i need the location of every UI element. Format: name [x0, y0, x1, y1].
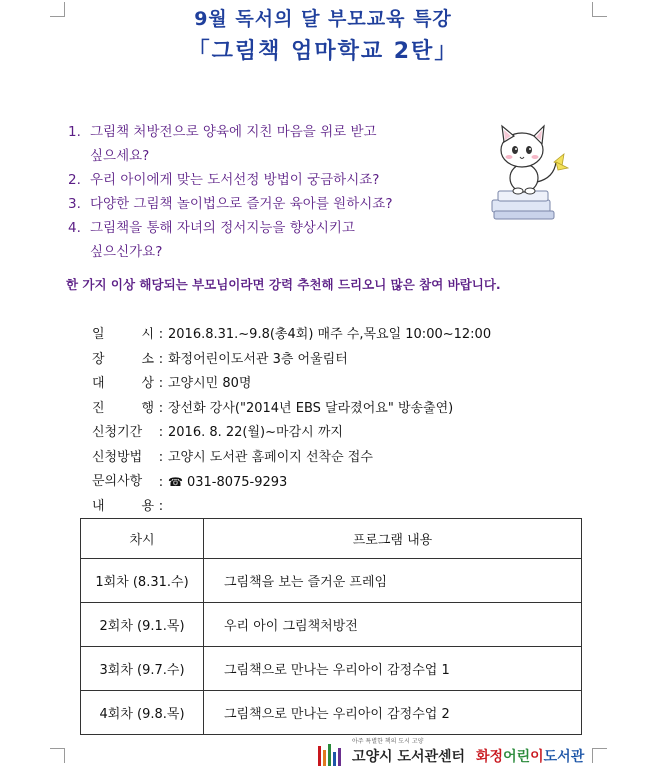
question-text: 그림책을 통해 자녀의 정서지능을 향상시키고	[90, 220, 355, 236]
children-library-name-part: 이	[530, 749, 544, 765]
question-number: 4.	[68, 220, 81, 236]
question-item	[68, 216, 488, 264]
event-title: 9월 독서의 달 부모교육 특강	[194, 8, 452, 30]
question-number: 3.	[68, 196, 81, 212]
children-library-name	[476, 746, 584, 766]
info-row-content: 내 용 :	[92, 495, 612, 520]
info-label: 진 행	[92, 400, 154, 416]
program-cell: 우리 아이 그림책처방전	[204, 603, 582, 647]
session-cell: 4회차 (9.8.목)	[81, 691, 204, 735]
question-item	[68, 120, 488, 168]
program-table	[80, 518, 582, 735]
info-row-target: 대 상 : 고양시민 80명	[92, 372, 612, 397]
info-value: 고양시 도서관 홈페이지 선착순 접수	[168, 449, 373, 465]
question-text-cont: 싶으세요?	[90, 148, 150, 164]
event-subtitle: 「그림책 엄마학교 2탄」	[187, 39, 459, 64]
library-logo-icon	[318, 744, 348, 766]
info-label: 내 용	[92, 498, 154, 514]
info-row-place: 장 소 : 화정어린이도서관 3층 어울림터	[92, 348, 612, 373]
question-number: 2.	[68, 172, 81, 188]
info-label: 일 시	[92, 327, 154, 342]
question-text: 우리 아이에게 맞는 도서선정 방법이 궁금하시죠?	[90, 172, 380, 188]
info-row-date: 일 시 : 2016.8.31.~9.8(총4회) 매주 수,목요일 10:00~12:00	[92, 323, 612, 348]
session-cell: 2회차 (9.1.목)	[81, 603, 204, 647]
info-row-host: 진 행 : 장선화 강사("2014년 EBS 달라졌어요" 방송출연)	[92, 397, 612, 422]
children-library-name-part: 어린	[503, 749, 531, 765]
column-header: 프로그램 내용	[204, 519, 582, 559]
info-label: 문의사항	[92, 474, 143, 489]
info-label: 신청방법	[92, 449, 143, 465]
question-text: 다양한 그림책 놀이법으로 즐거운 육아를 원하시죠?	[90, 196, 393, 212]
program-cell: 그림책으로 만나는 우리아이 감정수업 2	[204, 691, 582, 735]
event-info	[92, 323, 612, 519]
table-header-row	[81, 519, 582, 559]
question-item	[68, 192, 488, 216]
question-item	[68, 168, 488, 192]
question-text-cont: 싶으신가요?	[90, 244, 163, 260]
question-text: 그림책 처방전으로 양육에 지친 마음을 위로 받고	[90, 124, 377, 140]
phone-icon: ☎	[168, 475, 183, 489]
info-value: 고양시민 80명	[168, 376, 252, 391]
info-row-period: 신청기간 : 2016. 8. 22(월)~마감시 까지	[92, 421, 612, 446]
children-library-name-part: 도서관	[543, 749, 585, 765]
program-cell: 그림책으로 만나는 우리아이 감정수업 1	[204, 647, 582, 691]
info-value: 장선화 강사("2014년 EBS 달라졌어요" 방송출연)	[168, 400, 454, 416]
info-value: 031-8075-9293	[186, 475, 288, 490]
session-cell: 3회차 (9.7.수)	[81, 647, 204, 691]
info-row-contact: 문의사항 : ☎ 031-8075-9293	[92, 470, 612, 495]
library-center-name: 고양시 도서관센터	[352, 749, 466, 765]
info-label: 장 소	[92, 351, 154, 367]
session-cell: 1회차 (8.31.수)	[81, 559, 204, 603]
info-value: 화정어린이도서관 3층 어울림터	[168, 351, 348, 367]
column-header: 차시	[81, 519, 204, 559]
program-cell: 그림책을 보는 즐거운 프레임	[204, 559, 582, 603]
recommendation-text: 한 가지 이상 해당되는 부모님이라면 강력 추천해 드리오니 많은 참여 바랍니다.	[66, 277, 501, 292]
question-number: 1.	[68, 124, 81, 140]
crop-mark-bottom-left	[50, 748, 65, 763]
info-label: 신청기간	[92, 425, 143, 440]
table-row	[81, 647, 582, 691]
table-row	[81, 691, 582, 735]
info-label: 대 상	[92, 376, 154, 391]
footer-logos	[318, 738, 608, 768]
info-row-method: 신청방법 : 고양시 도서관 홈페이지 선착순 접수	[92, 446, 612, 471]
info-value: 2016. 8. 22(월)~마감시 까지	[168, 425, 343, 440]
table-row	[81, 559, 582, 603]
info-value: 2016.8.31.~9.8(총4회) 매주 수,목요일 10:00~12:00	[168, 327, 492, 342]
footer-tagline: 아주 특별한 책의 도시 고양	[352, 738, 424, 745]
question-list	[68, 120, 488, 264]
children-library-name-part: 화정	[476, 749, 504, 765]
cat-reading-illustration	[484, 118, 584, 228]
table-row	[81, 603, 582, 647]
